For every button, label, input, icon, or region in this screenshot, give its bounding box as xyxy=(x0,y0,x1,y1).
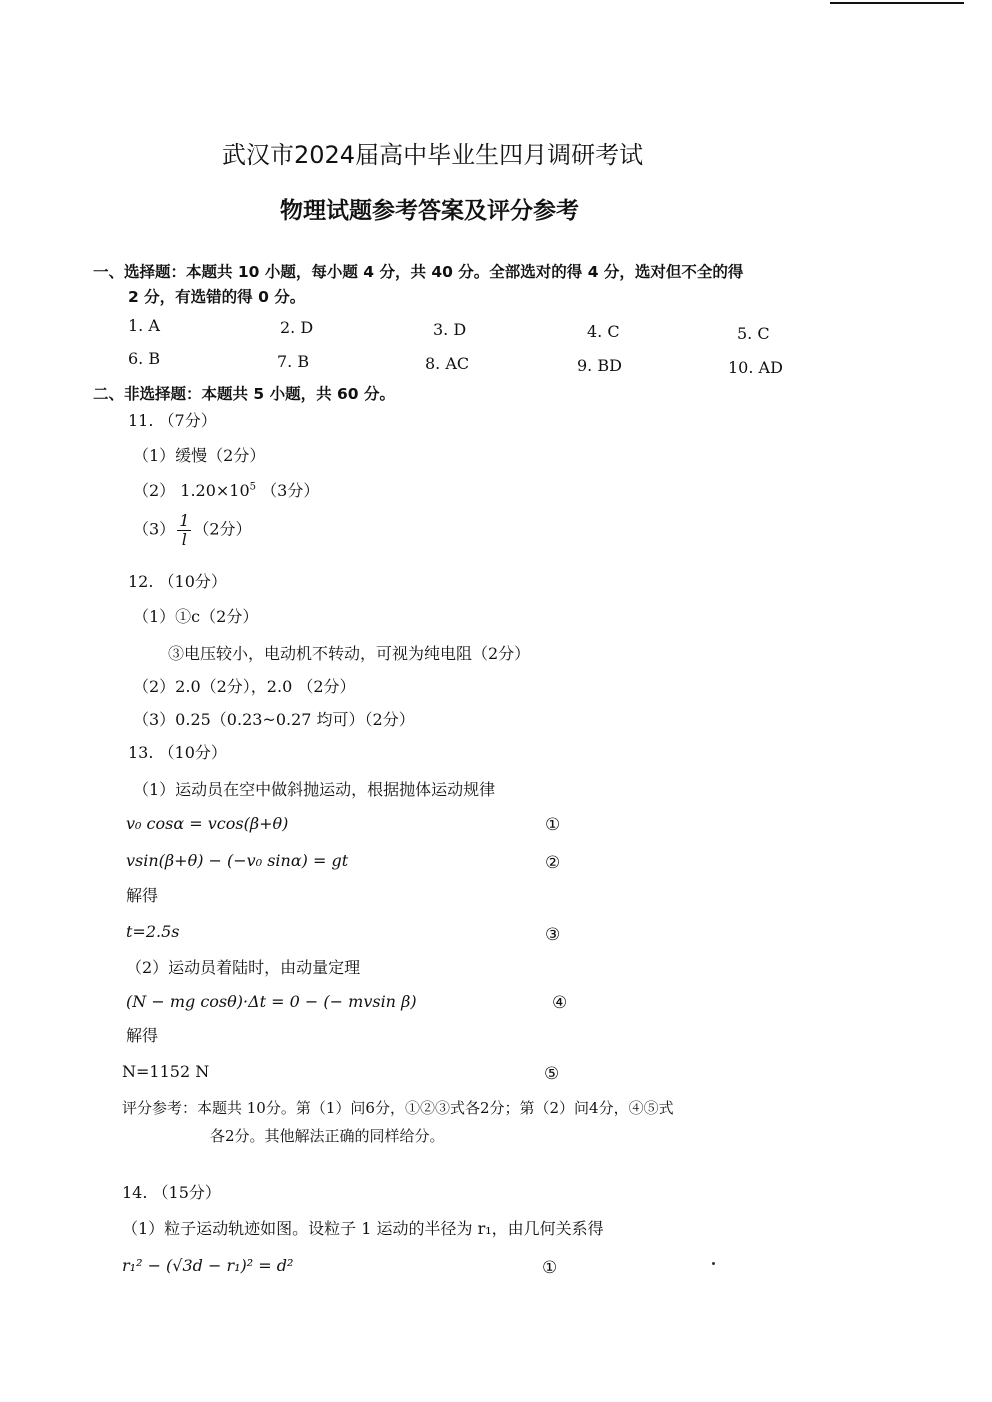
section1-heading-line1: 一、选择题：本题共 10 小题，每小题 4 分，共 40 分。全部选对的得 4 分，选对但不全的得 xyxy=(93,263,744,281)
q13-part2: （2）运动员着陆时，由动量定理 xyxy=(126,958,361,977)
top-rule xyxy=(830,2,964,4)
q11-part3-fraction xyxy=(177,512,191,548)
q13-solve1: 解得 xyxy=(126,886,159,905)
q13-solve2: 解得 xyxy=(126,1026,159,1045)
q11-part2-value: （2） 1.20×10 xyxy=(133,481,250,500)
q11-part1: （1）缓慢（2分） xyxy=(133,446,266,465)
answer-3: 3. D xyxy=(433,320,467,339)
answer-1: 1. A xyxy=(128,316,160,335)
answer-5: 5. C xyxy=(737,324,770,343)
q14-title: 14. （15分） xyxy=(122,1183,221,1202)
section1-heading-line2: 2 分，有选错的得 0 分。 xyxy=(128,288,306,306)
scan-speck xyxy=(712,1262,715,1265)
answer-4: 4. C xyxy=(587,322,620,341)
equation-marker-5: ⑤ xyxy=(544,1064,560,1084)
equation-marker-4: ④ xyxy=(552,993,568,1013)
q13-part1: （1）运动员在空中做斜抛运动，根据抛体运动规律 xyxy=(133,780,496,799)
section2-heading: 二、非选择题：本题共 5 小题，共 60 分。 xyxy=(93,385,395,403)
q13-title: 13. （10分） xyxy=(128,743,227,762)
q12-part1: （1）①c（2分） xyxy=(133,607,259,626)
answer-9: 9. BD xyxy=(577,356,622,375)
answer-8: 8. AC xyxy=(425,354,470,373)
q11-part2 xyxy=(133,481,319,500)
q13-score-note-line1: 评分参考：本题共 10分。第（1）问6分，①②③式各2分；第（2）问4分，④⑤式 xyxy=(122,1099,674,1117)
fraction-numerator: 1 xyxy=(179,511,190,530)
q12-title: 12. （10分） xyxy=(128,572,227,591)
q11-part3-label: （3） xyxy=(133,519,176,539)
q13-equation5: N=1152 N xyxy=(122,1062,210,1081)
q13-equation1: v₀ cosα = vcos(β+θ) xyxy=(126,814,289,833)
q12-part3: （3）0.25（0.23~0.27 均可）（2分） xyxy=(133,710,415,729)
page-title: 武汉市2024届高中毕业生四月调研考试 xyxy=(222,141,644,169)
q12-part1b: ③电压较小，电动机不转动，可视为纯电阻（2分） xyxy=(168,644,531,663)
page-subtitle: 物理试题参考答案及评分参考 xyxy=(280,198,579,224)
answer-6: 6. B xyxy=(128,349,161,368)
q13-equation2: vsin(β+θ) − (−v₀ sinα) = gt xyxy=(126,851,349,870)
q11-part2-exponent: 5 xyxy=(249,481,257,493)
q13-score-note-line2: 各2分。其他解法正确的同样给分。 xyxy=(210,1127,445,1145)
q11-part2-score: （3分） xyxy=(261,481,320,500)
q11-part3 xyxy=(133,512,252,548)
fraction-denominator: l xyxy=(181,529,187,549)
q12-part2: （2）2.0（2分），2.0 （2分） xyxy=(133,677,356,696)
equation-marker-q14-1: ① xyxy=(542,1258,558,1278)
equation-marker-1: ① xyxy=(545,815,561,835)
equation-marker-2: ② xyxy=(545,853,561,873)
q13-equation3: t=2.5s xyxy=(126,922,180,941)
q11-title: 11. （7分） xyxy=(128,411,217,430)
q13-equation4: (N − mg cosθ)·Δt = 0 − (− mvsin β) xyxy=(126,992,417,1011)
answer-7: 7. B xyxy=(277,352,310,371)
q11-part3-score: （2分） xyxy=(193,519,252,539)
q14-part1: （1）粒子运动轨迹如图。设粒子 1 运动的半径为 r₁，由几何关系得 xyxy=(122,1219,604,1238)
equation-marker-3: ③ xyxy=(545,925,561,945)
answer-2: 2. D xyxy=(280,318,314,337)
q14-equation1: r₁² − (√3d − r₁)² = d² xyxy=(122,1256,294,1275)
answer-10: 10. AD xyxy=(728,358,783,377)
